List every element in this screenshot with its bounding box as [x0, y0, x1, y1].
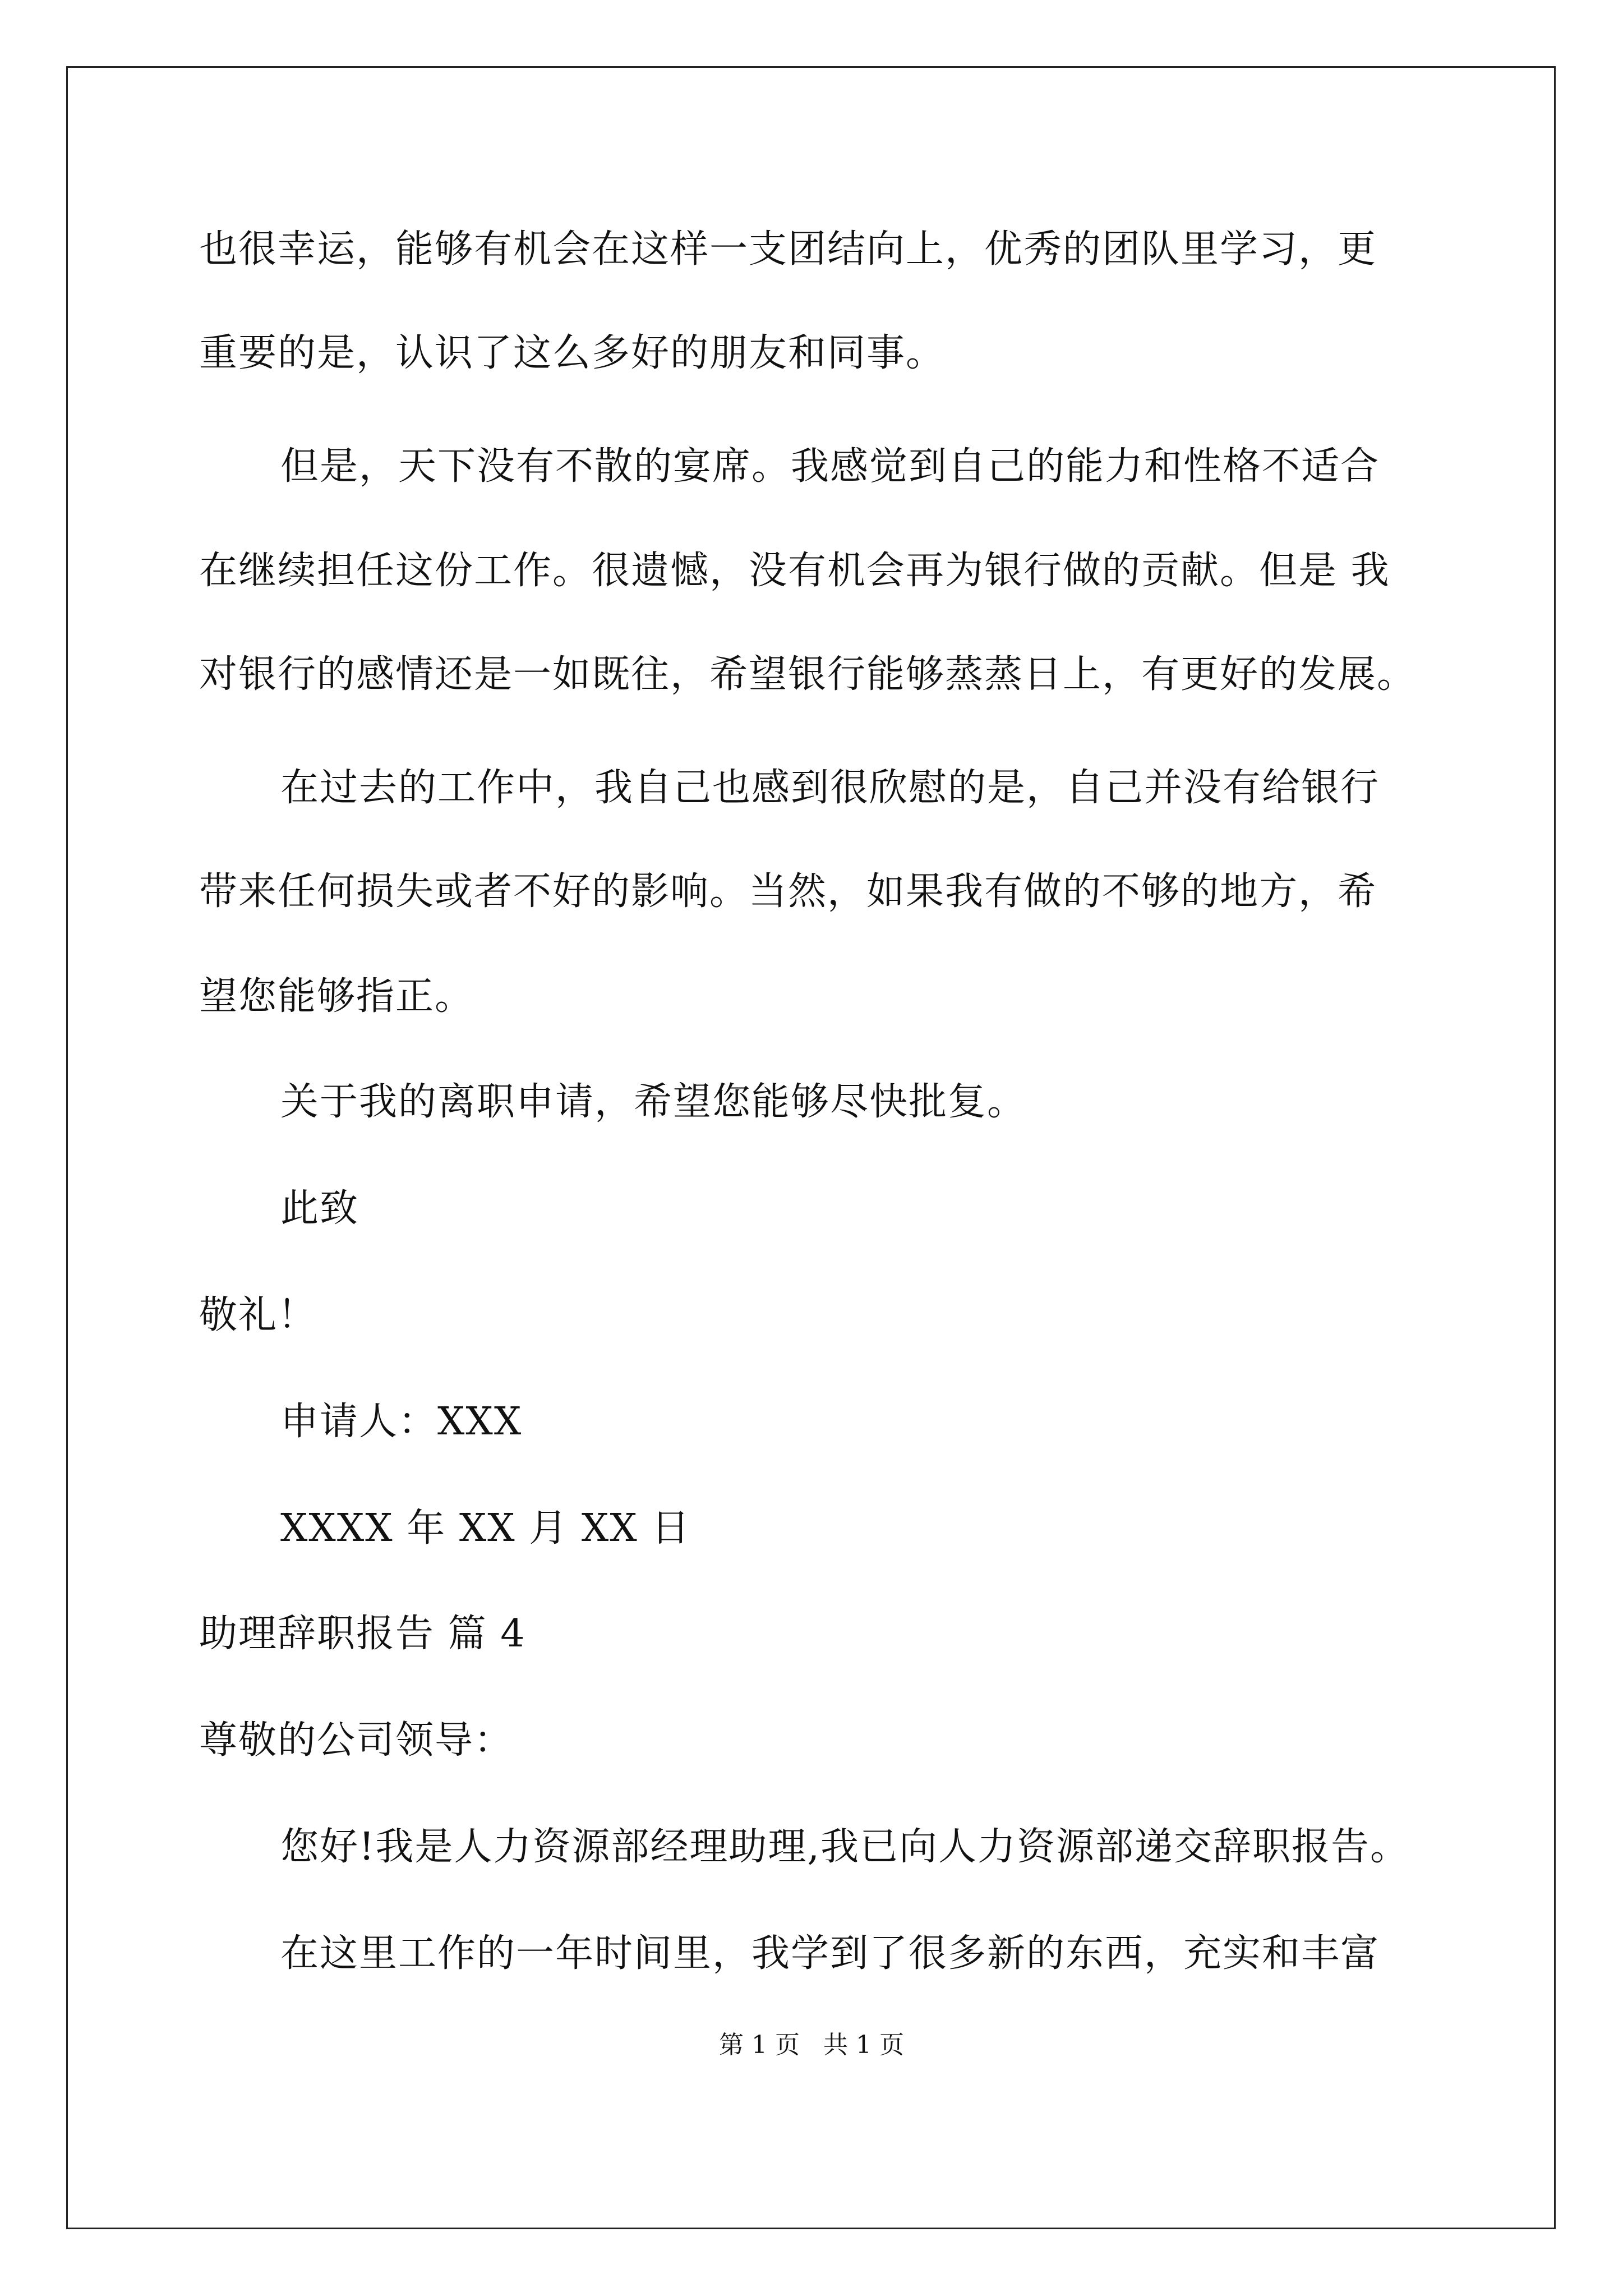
body-text-line-7: 带来任何损失或者不好的影响。当然，如果我有做的不够的地方，希	[199, 869, 1377, 914]
body-text-line-5: 对银行的感情还是一如既往，希望银行能够蒸蒸日上，有更好的发展。	[199, 652, 1417, 697]
applicant-name: 申请人：XXX	[280, 1400, 523, 1444]
body-text-line-6: 在过去的工作中，我自己也感到很欣慰的是，自己并没有给银行	[280, 766, 1380, 810]
page-footer: 第 1 页 共 1 页	[719, 2031, 904, 2059]
closing-regards: 敬礼！	[199, 1293, 317, 1337]
closing-salutation: 此致	[280, 1186, 359, 1231]
body-text-line-2: 重要的是，认识了这么多好的朋友和同事。	[199, 331, 946, 375]
body-text-line-1: 也很幸运，能够有机会在这样一支团结向上，优秀的团队里学习，更	[199, 227, 1377, 272]
body-text-line-9: 关于我的离职申请，希望您能够尽快批复。	[280, 1080, 1027, 1124]
section-title: 助理辞职报告 篇 4	[199, 1612, 526, 1656]
page-border	[66, 66, 1556, 2229]
body-text-line-11: 在这里工作的一年时间里，我学到了很多新的东西，充实和丰富	[280, 1931, 1380, 1976]
body-text-line-3: 但是，天下没有不散的宴席。我感觉到自己的能力和性格不适合	[280, 444, 1380, 489]
body-text-line-8: 望您能够指正。	[199, 974, 474, 1019]
body-text-line-4: 在继续担任这份工作。很遗憾，没有机会再为银行做的贡献。但是 我	[199, 549, 1390, 593]
body-text-line-10: 您好!我是人力资源部经理助理,我已向人力资源部递交辞职报告。	[280, 1825, 1409, 1869]
letter-greeting: 尊敬的公司领导：	[199, 1718, 514, 1763]
signature-date: XXXX 年 XX 月 XX 日	[280, 1506, 691, 1550]
